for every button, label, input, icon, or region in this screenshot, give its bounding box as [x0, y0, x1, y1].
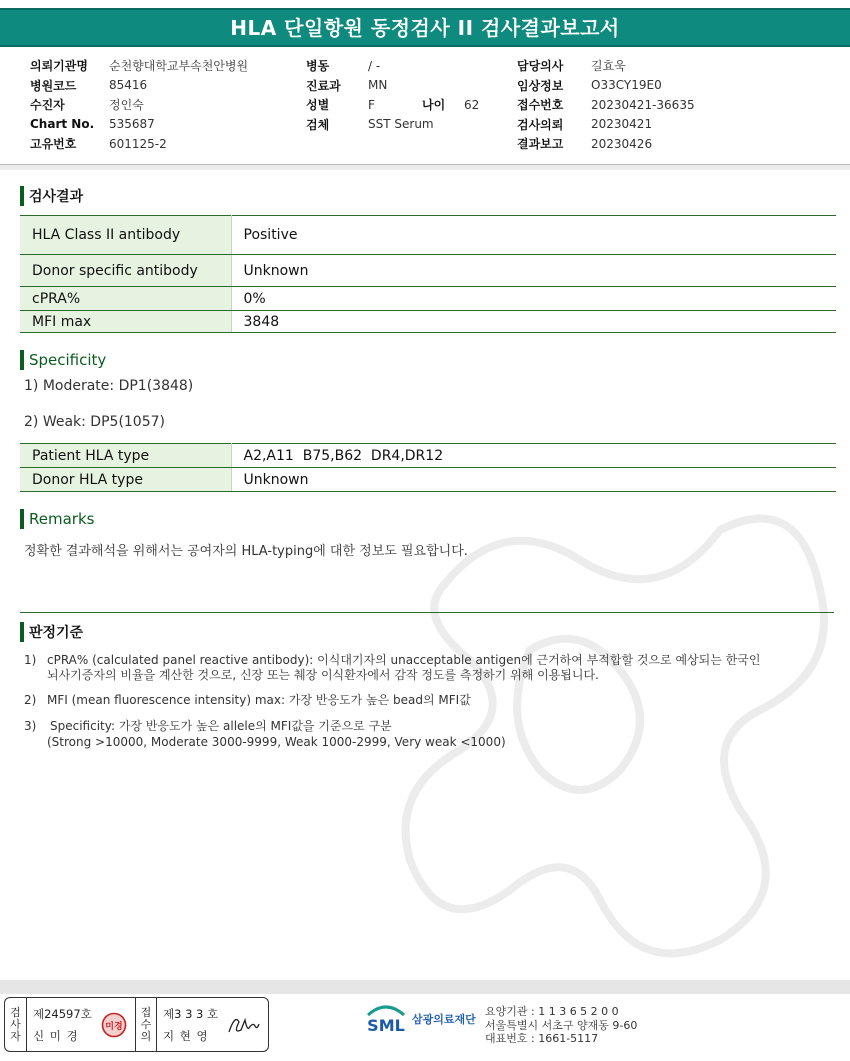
- value-patient: 정인숙: [109, 98, 144, 113]
- label-patient: 수진자: [30, 98, 65, 113]
- criteria-item-1-line-1: cPRA% (calculated panel reactive antibody): 이식대기자의 unacceptable antigen에 근거하여 부적합할 것으로 예상되는 한국인: [47, 653, 761, 667]
- result-key: MFI max: [20, 311, 231, 333]
- heading-bar: [20, 350, 24, 370]
- info-column-2: [306, 56, 479, 134]
- remarks-heading: [20, 509, 94, 529]
- label-department: 진료과: [306, 78, 341, 93]
- result-value: Unknown: [231, 255, 836, 287]
- label-requesting-institution: 의뢰기관명: [30, 59, 88, 74]
- inspector-label-char: 사: [10, 1017, 21, 1031]
- hla-key: Donor HLA type: [20, 468, 231, 492]
- sml-logo-icon: [364, 1001, 408, 1037]
- receiver-license-no: 제3 3 3 호: [163, 1007, 219, 1021]
- value-result-report: 20230426: [591, 136, 653, 151]
- results-heading-text: 검사결과: [29, 189, 84, 205]
- table-row: [20, 216, 836, 255]
- signature-icon: [225, 1012, 261, 1038]
- heading-bar: [20, 509, 24, 529]
- label-receipt-no: 접수번호: [517, 98, 564, 113]
- receiver-label: [135, 998, 157, 1051]
- table-row: [20, 444, 836, 468]
- logo-subtitle: 삼광의료재단: [412, 1013, 476, 1026]
- value-department: MN: [368, 78, 388, 93]
- receiver-label-char: 의: [140, 1029, 152, 1043]
- company-logo: [364, 1001, 476, 1037]
- hla-type-table: [20, 443, 836, 492]
- value-clinical-info: O33CY19E0: [591, 78, 662, 93]
- inspector-license-no: 제24597호: [33, 1007, 92, 1021]
- label-sex: 성별: [306, 98, 330, 113]
- value-receipt-no: 20230421-36635: [591, 97, 695, 112]
- criteria-item-3-line-1: Specificity: 가장 반응도가 높은 allele의 MFI값을 기준으로 구분: [50, 719, 392, 733]
- specificity-heading-text: Specificity: [29, 351, 107, 369]
- criteria-num-2: 2): [24, 693, 37, 707]
- svg-text:미경: 미경: [105, 1022, 123, 1032]
- value-requesting-institution: 순천향대학교부속천안병원: [109, 59, 249, 74]
- criteria-item-1-line-2: 뇌사기증자의 비율을 계산한 것으로, 신장 또는 췌장 이식환자에서 감작 정도를 측정하기 위해 이용됩니다.: [47, 668, 599, 682]
- organization-info: [485, 1005, 637, 1046]
- specificity-line-2: 2) Weak: DP5(1057): [24, 414, 165, 430]
- org-line: 서울특별시 서초구 양재동 9-60: [485, 1018, 638, 1032]
- report-title: HLA 단일항원 동정검사 II 검사결과보고서: [0, 8, 850, 47]
- criteria-item-2-line-1: MFI (mean fluorescence intensity) max: 가장 반응도가 높은 bead의 MFI값: [47, 693, 471, 707]
- receiver-label-char: 수: [140, 1017, 152, 1031]
- result-key: HLA Class II antibody: [20, 216, 231, 255]
- value-ward: / -: [368, 58, 381, 73]
- criteria-divider: [20, 612, 834, 613]
- header-divider: [0, 164, 850, 170]
- specificity-line-1: 1) Moderate: DP1(3848): [24, 378, 194, 394]
- table-row: [20, 287, 836, 311]
- criteria-heading-text: 판정기준: [29, 625, 84, 641]
- value-hospital-code: 85416: [109, 78, 148, 93]
- value-test-request: 20230421: [591, 117, 653, 132]
- label-chart-no: Chart No.: [30, 117, 95, 132]
- org-line: 요양기관 : 1 1 3 6 5 2 0 0: [485, 1005, 619, 1018]
- hla-key: Patient HLA type: [20, 444, 231, 468]
- criteria-num-1: 1): [24, 653, 37, 667]
- table-row: [20, 468, 836, 492]
- label-unique-no: 고유번호: [30, 137, 77, 152]
- value-physician: 길효욱: [591, 59, 626, 74]
- remarks-text: 정확한 결과해석을 위해서는 공여자의 HLA-typing에 대한 정보도 필요합니다.: [24, 544, 468, 559]
- value-age: 62: [464, 97, 480, 112]
- table-row: [20, 311, 836, 333]
- result-key: Donor specific antibody: [20, 255, 231, 287]
- info-column-3: [517, 56, 695, 154]
- criteria-heading: [20, 622, 83, 642]
- value-chart-no: 535687: [109, 117, 155, 132]
- org-line: 대표번호 : 1661-5117: [485, 1032, 599, 1045]
- label-result-report: 결과보고: [517, 137, 564, 152]
- seal-stamp-icon: [101, 1012, 127, 1038]
- inspector-label-char: 자: [10, 1029, 21, 1043]
- footer-band: [0, 980, 850, 994]
- hla-value: Unknown: [231, 468, 836, 492]
- inspector-label-char: 검: [10, 1005, 21, 1019]
- receiver-name: 지 현 영: [163, 1029, 209, 1043]
- inspector-label: [5, 998, 27, 1051]
- label-ward: 병동: [306, 59, 330, 74]
- remarks-heading-text: Remarks: [29, 510, 95, 528]
- label-age: 나이: [422, 98, 446, 113]
- signature-box: [4, 997, 269, 1052]
- criteria-num-3: 3): [24, 719, 37, 733]
- heading-bar: [20, 622, 24, 642]
- label-clinical-info: 임상정보: [517, 78, 564, 93]
- label-hospital-code: 병원코드: [30, 78, 77, 93]
- criteria-item-3-line-2: (Strong >10000, Moderate 3000-9999, Weak 1000-2999, Very weak <1000): [47, 735, 506, 749]
- label-test-request: 검사의뢰: [517, 117, 564, 132]
- svg-text:SML: SML: [367, 1016, 405, 1035]
- label-specimen: 검체: [306, 117, 330, 132]
- hla-value: A2,A11 B75,B62 DR4,DR12: [231, 444, 836, 468]
- result-value: 0%: [231, 287, 836, 311]
- value-sex: F: [368, 97, 375, 112]
- result-value: Positive: [231, 216, 836, 255]
- specificity-heading: [20, 350, 106, 370]
- label-physician: 담당의사: [517, 59, 564, 74]
- result-key: cPRA%: [20, 287, 231, 311]
- info-column-1: [30, 56, 248, 154]
- receiver-label-char: 접: [140, 1005, 152, 1019]
- value-specimen: SST Serum: [368, 117, 434, 132]
- heading-bar: [20, 186, 24, 206]
- results-table: [20, 215, 836, 333]
- result-value: 3848: [231, 311, 836, 333]
- table-row: [20, 255, 836, 287]
- inspector-name: 신 미 경: [33, 1029, 79, 1043]
- results-heading: [20, 186, 83, 206]
- value-unique-no: 601125-2: [109, 136, 167, 151]
